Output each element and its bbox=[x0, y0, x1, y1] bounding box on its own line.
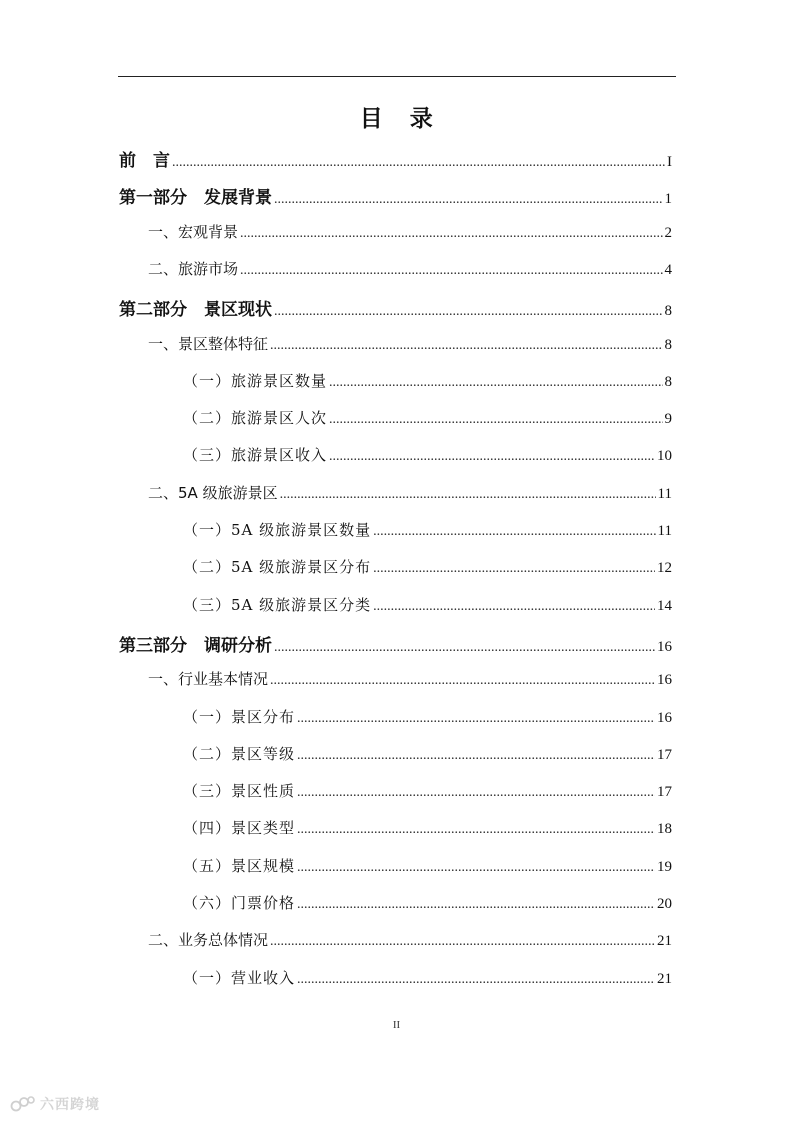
toc-page-number: 16 bbox=[657, 672, 672, 688]
toc-entry-business-overview[interactable] bbox=[148, 929, 672, 953]
toc-entry-label: （三）景区性质 bbox=[183, 782, 296, 800]
toc-page-number: 19 bbox=[657, 859, 672, 875]
toc-entry-scenic-income[interactable] bbox=[183, 444, 672, 468]
toc-dot-leader bbox=[297, 897, 655, 913]
toc-entry-label: （六）门票价格 bbox=[183, 894, 296, 912]
toc-page-number: 17 bbox=[657, 747, 672, 763]
toc-page-number: 8 bbox=[664, 374, 672, 390]
toc-dot-leader bbox=[240, 263, 662, 279]
toc-page-number: I bbox=[667, 154, 672, 170]
footer-page-number: II bbox=[392, 1019, 401, 1031]
toc-dot-leader bbox=[274, 192, 663, 208]
toc-entry-ticket-price[interactable] bbox=[183, 892, 672, 916]
toc-dot-leader bbox=[274, 304, 663, 320]
toc-entry-scenic-scale[interactable] bbox=[183, 855, 672, 879]
toc-entry-label: （四）景区类型 bbox=[183, 819, 296, 837]
toc-entry-label: （一）营业收入 bbox=[183, 969, 296, 987]
toc-entry-part-2[interactable] bbox=[119, 295, 672, 319]
toc-entry-label: （三）旅游景区收入 bbox=[183, 446, 328, 464]
toc-page-number: 14 bbox=[657, 598, 672, 614]
toc-page-number: 11 bbox=[657, 523, 672, 539]
toc-entry-scenic-distribution[interactable] bbox=[183, 706, 672, 730]
toc-dot-leader bbox=[297, 972, 655, 988]
toc-dot-leader bbox=[270, 934, 655, 950]
toc-entry-label: 一、行业基本情况 bbox=[148, 670, 269, 688]
toc-entry-label: 第三部分 调研分析 bbox=[119, 636, 272, 656]
toc-entry-label: （三）5A 级旅游景区分类 bbox=[183, 596, 372, 614]
toc-entry-part-1[interactable] bbox=[119, 183, 672, 207]
toc-page-number: 10 bbox=[657, 448, 672, 464]
toc-page-number: 16 bbox=[657, 710, 672, 726]
toc-entry-label: （五）景区规模 bbox=[183, 857, 296, 875]
toc-page-number: 8 bbox=[664, 337, 672, 353]
toc-entry-label: 一、宏观背景 bbox=[148, 223, 239, 241]
toc-dot-leader bbox=[297, 860, 655, 876]
toc-dot-leader bbox=[297, 822, 655, 838]
toc-entry-scenic-count[interactable] bbox=[183, 370, 672, 394]
toc-entry-overall-features[interactable] bbox=[148, 333, 672, 357]
toc-dot-leader bbox=[329, 375, 662, 391]
toc-dot-leader bbox=[297, 785, 655, 801]
toc-dot-leader bbox=[240, 226, 662, 242]
toc-entry-macro-background[interactable] bbox=[148, 221, 672, 245]
toc-page-number: 17 bbox=[657, 784, 672, 800]
toc-dot-leader bbox=[329, 412, 662, 428]
toc-entry-label: 一、景区整体特征 bbox=[148, 335, 269, 353]
toc-dot-leader bbox=[270, 338, 662, 354]
watermark bbox=[10, 1094, 100, 1114]
toc-entry-label: 二、业务总体情况 bbox=[148, 931, 269, 949]
toc-page-number: 4 bbox=[664, 262, 672, 278]
header-rule bbox=[118, 76, 676, 77]
toc-page-number: 21 bbox=[657, 933, 672, 949]
toc-dot-leader bbox=[297, 748, 655, 764]
toc-dot-leader bbox=[373, 561, 655, 577]
toc-page-number: 2 bbox=[664, 225, 672, 241]
toc-entry-label: 第一部分 发展背景 bbox=[119, 188, 272, 208]
toc-entry-5a-count[interactable] bbox=[183, 519, 672, 543]
watermark-text: 六西跨境 bbox=[40, 1097, 100, 1113]
toc-dot-leader bbox=[172, 155, 665, 171]
toc-entry-label: （二）旅游景区人次 bbox=[183, 409, 328, 427]
toc-entry-label: （一）5A 级旅游景区数量 bbox=[183, 521, 372, 539]
toc-page-number: 11 bbox=[657, 486, 672, 502]
toc-page-number: 8 bbox=[664, 303, 672, 319]
toc-page-number: 12 bbox=[657, 560, 672, 576]
toc-dot-leader bbox=[297, 711, 655, 727]
toc-page-number: 18 bbox=[657, 821, 672, 837]
toc-entry-scenic-visitors[interactable] bbox=[183, 407, 672, 431]
toc-entry-preface[interactable] bbox=[119, 146, 672, 170]
toc-page-number: 20 bbox=[657, 896, 672, 912]
page-title: 目 录 bbox=[359, 105, 434, 132]
toc-entry-scenic-grade[interactable] bbox=[183, 743, 672, 767]
toc-entry-label: 前 言 bbox=[119, 151, 170, 171]
toc-entry-scenic-nature[interactable] bbox=[183, 780, 672, 804]
toc-entry-part-3[interactable] bbox=[119, 631, 672, 655]
watermark-logo-icon bbox=[10, 1095, 36, 1113]
toc-page-number: 16 bbox=[657, 639, 672, 655]
toc-dot-leader bbox=[270, 673, 655, 689]
toc-entry-scenic-type[interactable] bbox=[183, 817, 672, 841]
toc-dot-leader bbox=[329, 449, 655, 465]
toc-dot-leader bbox=[373, 524, 655, 540]
toc-entry-5a-classification[interactable] bbox=[183, 594, 672, 618]
toc-entry-label: 二、5A 级旅游景区 bbox=[148, 484, 278, 502]
toc-dot-leader bbox=[373, 599, 655, 615]
toc-entry-label: （二）5A 级旅游景区分布 bbox=[183, 558, 372, 576]
toc-entry-label: （一）景区分布 bbox=[183, 708, 296, 726]
toc-entry-operating-income[interactable] bbox=[183, 967, 672, 991]
toc-entry-label: 第二部分 景区现状 bbox=[119, 300, 272, 320]
toc-entry-tourism-market[interactable] bbox=[148, 258, 672, 282]
toc-page-number: 1 bbox=[664, 191, 672, 207]
toc-entry-label: （一）旅游景区数量 bbox=[183, 372, 328, 390]
toc-entry-label: （二）景区等级 bbox=[183, 745, 296, 763]
toc-page-number: 9 bbox=[664, 411, 672, 427]
toc-dot-leader bbox=[280, 487, 656, 503]
toc-page-number: 21 bbox=[657, 971, 672, 987]
toc-entry-industry-basics[interactable] bbox=[148, 668, 672, 692]
toc-dot-leader bbox=[274, 640, 655, 656]
toc-entry-5a-scenic[interactable] bbox=[148, 482, 672, 506]
toc-entry-5a-distribution[interactable] bbox=[183, 556, 672, 580]
toc-entry-label: 二、旅游市场 bbox=[148, 260, 239, 278]
